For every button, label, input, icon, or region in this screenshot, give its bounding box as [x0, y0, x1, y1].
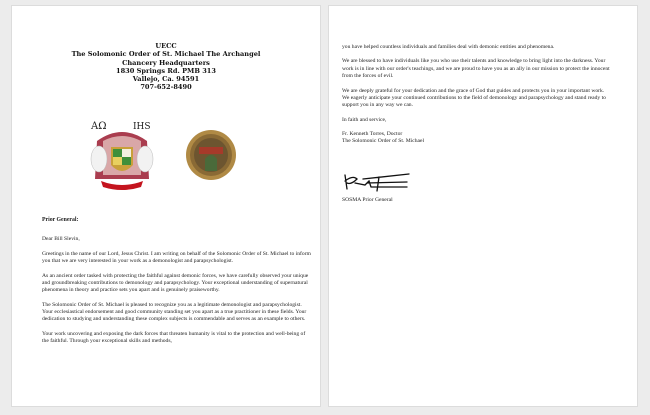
letterhead-line: UECC — [155, 42, 177, 50]
letterhead-line: Vallejo, Ca. 94591 — [132, 75, 200, 84]
letterhead — [12, 42, 320, 92]
signer-name: Fr. Kenneth Torres, Doctor — [342, 131, 403, 138]
letter-heading: Prior General: — [42, 217, 79, 223]
alpha-omega-glyph: AΩ — [91, 121, 107, 132]
paragraph: The Solomonic Order of St. Michael is pleased to recognize you as a legitimate demonologist and parapsychologist. Your ecclesiastical endorsement and good community standing set you apart as a true practitioner in these fields. Your dedication to studying and understanding these complex subjects is commendable and serves as an example to others. — [42, 301, 307, 323]
paragraph: As an ancient order tasked with protecting the faithful against demonic forces, we have carefully observed your unique and groundbreaking contributions to demonology and parapsychology. Your exceptional understanding of supernatural phenomena in theory and practice sets you apart and is genuinely praiseworthy. — [42, 272, 309, 294]
letter-body-page-1 — [42, 217, 312, 353]
paragraph: We are deeply grateful for your dedication and the grace of God that guides and protects you in your important work. We eagerly anticipate your continued contributions to the field of demonology and parapsychology and stand ready to support you in any way we can. — [342, 87, 606, 109]
medallion-image — [185, 129, 237, 181]
paragraph: you have helped countless individuals and families deal with demonic entities and phenomena. — [342, 44, 555, 50]
signer-title: SOSMA Prior General — [342, 197, 393, 203]
paragraph: Greetings in the name of our Lord, Jesus Christ. I am writing on behalf of the Solomonic Order of St. Michael to inform you that we are very interested in your work as a demonologist and parapsychologist. — [42, 250, 311, 265]
letterhead-line: 1830 Springs Rd. PMB 313 — [116, 66, 216, 75]
letterhead-line: The Solomonic Order of St. Michael The Archangel — [71, 50, 261, 59]
paragraph: We are blessed to have individuals like you who use their talents and knowledge to bring light into the darkness. Your work is in line with our order's teachings, and we are proud to have you as an ally in our mission to protect the innocent from the forces of evil. — [342, 58, 610, 80]
signer-org: The Solomonic Order of St. Michael — [342, 138, 425, 145]
letterhead-line: Chancery Headquarters — [122, 58, 210, 67]
letter-body-page-2 — [342, 44, 612, 146]
document-page-1 — [12, 6, 320, 406]
letterhead-line: 707-652-8490 — [140, 83, 192, 92]
signature-image — [341, 171, 413, 193]
paragraph: Your work uncovering and exposing the dark forces that threaten humanity is vital to the protection and well-being of the faithful. Through your exceptional skills and methods, — [42, 330, 306, 345]
closing: In faith and service, — [342, 116, 387, 123]
coat-of-arms-image — [89, 119, 155, 195]
document-page-2 — [329, 6, 637, 406]
ihs-glyph: IHS — [133, 122, 151, 132]
salutation: Dear Bill Slevin, — [42, 236, 80, 243]
